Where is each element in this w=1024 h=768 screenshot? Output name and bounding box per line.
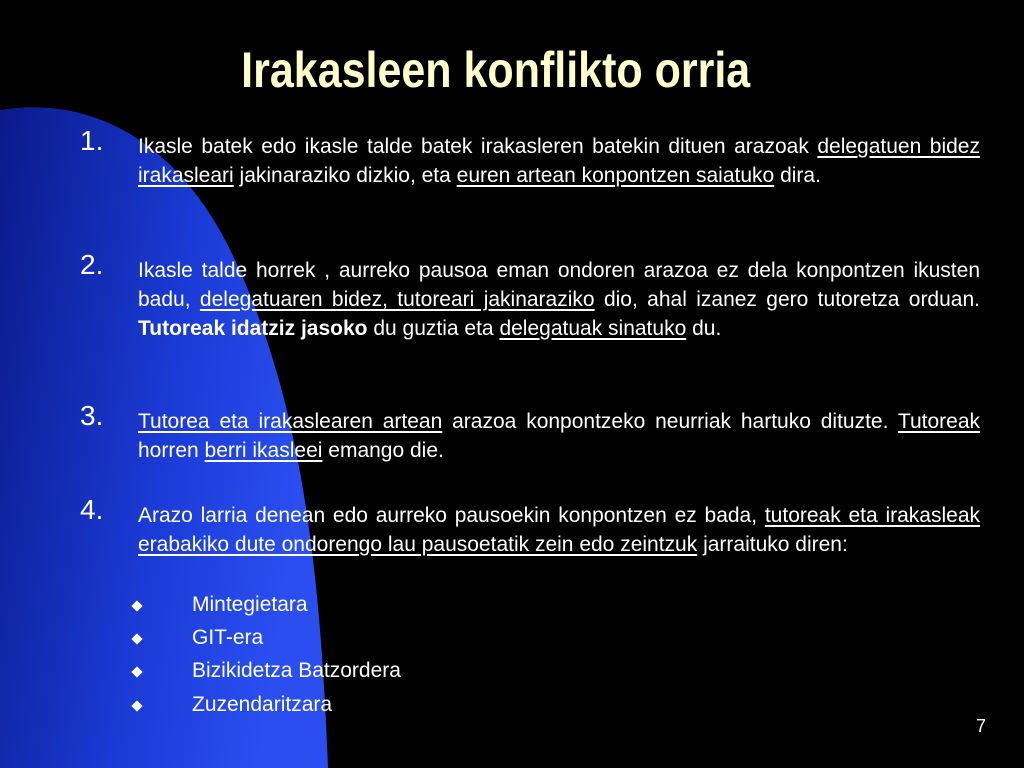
sub-item-3: Bizikidetza Batzordera xyxy=(192,659,401,682)
item-text-segment: Tutorea eta irakaslearen artean xyxy=(138,410,443,433)
item-text-segment: du guztia eta xyxy=(367,317,500,340)
item-text xyxy=(138,410,980,462)
item-text-segment: berri ikasleei xyxy=(204,439,323,462)
item-text-segment: euren artean konpontzen saiatuko xyxy=(456,164,775,187)
item-text-segment: Ikasle talde horrek , aurreko pausoa eman ondoren arazoa ez dela konpontzen ikusten badu, xyxy=(138,259,980,311)
item-text-segment: emango die. xyxy=(322,439,444,462)
item-text-segment: delegatuen bidez irakasleari xyxy=(138,135,980,187)
item-text-segment: du. xyxy=(686,317,722,340)
page-number: 7 xyxy=(976,716,987,736)
item-text-segment: Tutoreak xyxy=(897,410,981,433)
list-item-1 xyxy=(80,125,980,190)
item-number: 2. xyxy=(80,249,104,280)
item-text-segment: Tutoreak idatziz jasoko xyxy=(138,317,368,340)
list-item-4 xyxy=(80,494,980,559)
item-text-segment: delegatuak sinatuko xyxy=(499,317,687,340)
list-item-2 xyxy=(80,249,980,343)
list-item-3 xyxy=(80,400,981,465)
slide-title: Irakasleen konflikto orria xyxy=(241,42,751,98)
item-text xyxy=(138,135,980,187)
item-text-segment: arazoa konpontzeko neurriak hartuko dituzte. xyxy=(442,410,898,433)
item-text-segment: jarraituko diren: xyxy=(697,533,848,556)
item-text-segment: delegatuaren bidez, tutoreari jakinaraziko xyxy=(199,288,595,311)
item-text xyxy=(138,504,980,556)
item-text xyxy=(138,259,980,340)
item-number: 1. xyxy=(80,125,104,156)
item-text-segment: horren xyxy=(138,439,205,462)
item-text-segment: jakinaraziko dizkio, eta xyxy=(233,164,457,187)
item-text-segment: Ikasle batek edo ikasle talde batek irakasleren batekin dituen arazoak xyxy=(138,135,818,158)
item-text-segment: Arazo larria denean edo aurreko pausoekin konpontzen ez bada, xyxy=(138,504,765,527)
item-number: 4. xyxy=(80,494,104,525)
sub-item-4: Zuzendaritzara xyxy=(192,693,333,716)
sub-item-2: GIT-era xyxy=(192,626,264,649)
item-number: 3. xyxy=(80,400,104,431)
item-text-segment: dira. xyxy=(774,164,821,187)
item-text-segment: dio, ahal izanez gero tutoretza orduan. xyxy=(594,288,980,311)
item-text-segment: tutoreak eta irakasleak erabakiko dute ondorengo lau pausoetatik zein edo zeintzuk xyxy=(138,504,980,556)
sub-item-1: Mintegietara xyxy=(192,593,308,616)
